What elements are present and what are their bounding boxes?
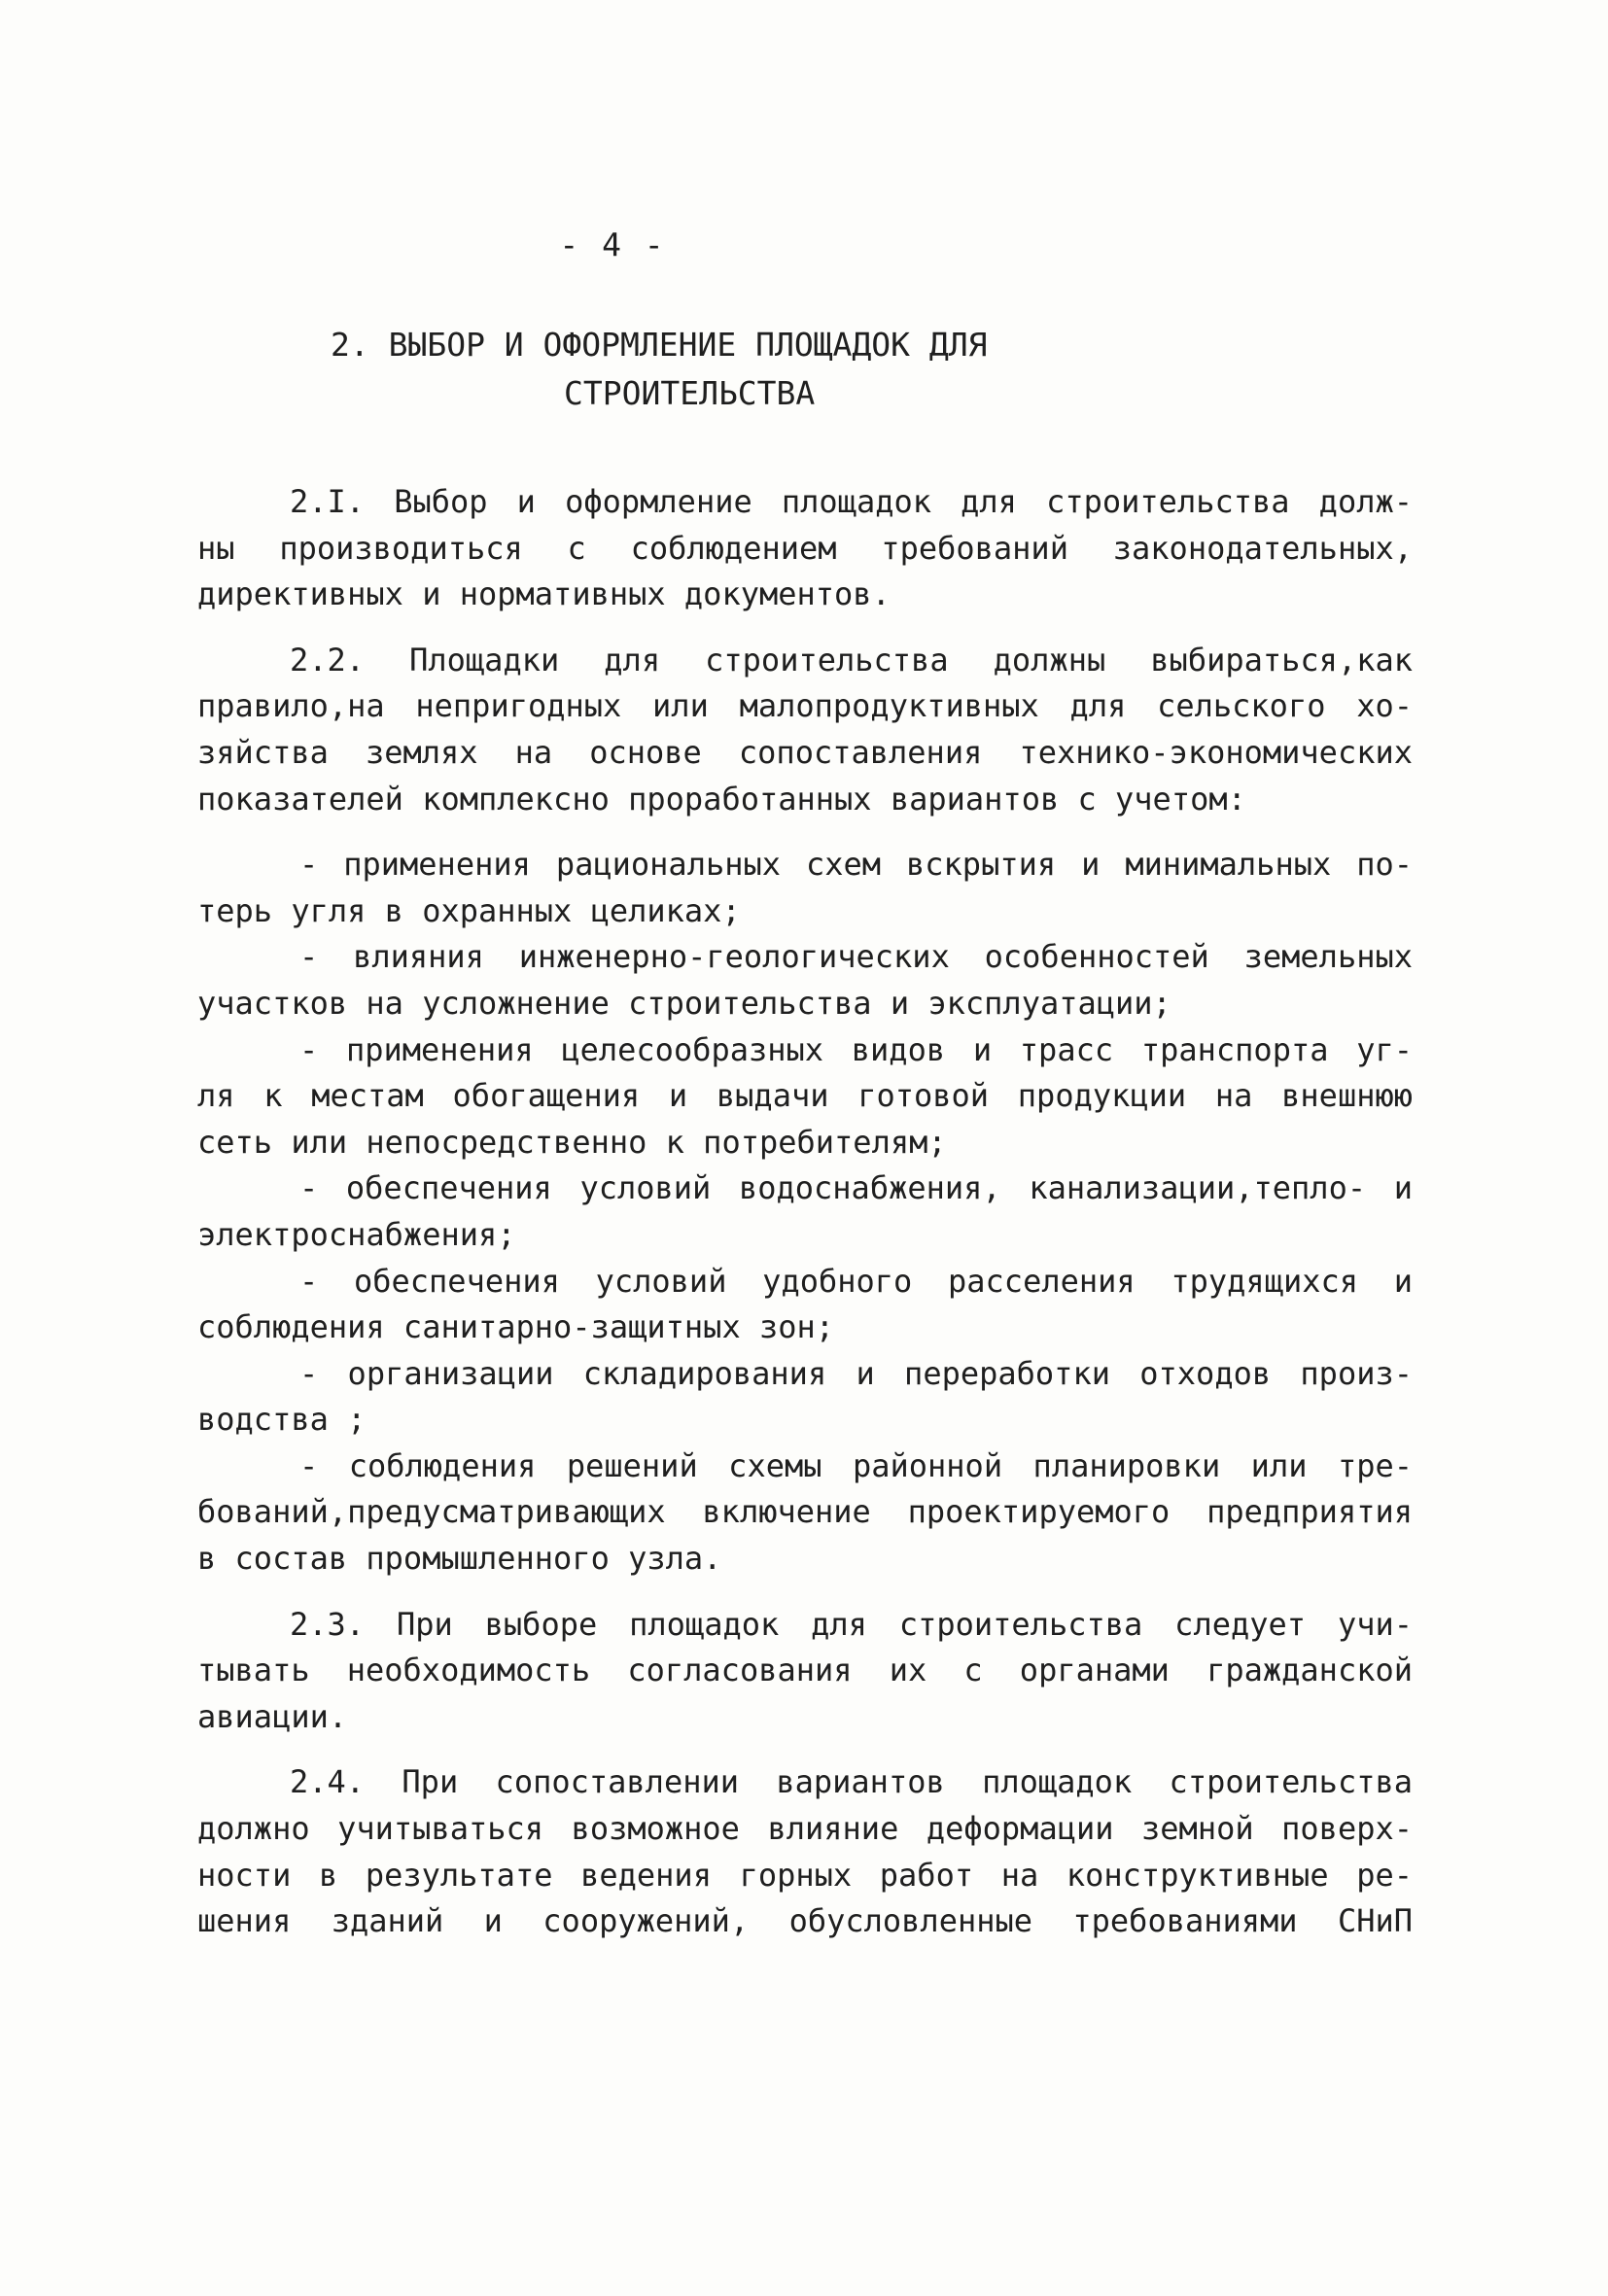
section-title-line-2: СТРОИТЕЛЬСТВА (564, 374, 816, 412)
paragraph-2-1 (197, 479, 1413, 618)
paragraph-line: должно учитываться возможное влияние деформации земной поверх- (197, 1810, 1413, 1848)
paragraph-line: - обеспечения условий удобного расселения трудящихся и (299, 1262, 1413, 1300)
paragraph-line: правило,на непригодных или малопродуктивных для сельского хо- (197, 687, 1413, 725)
paragraph-line: показателей комплексно проработанных вариантов с учетом: (197, 780, 1246, 818)
paragraph-line: ны производиться с соблюдением требований законодательных, (197, 529, 1413, 567)
paragraph-line: шения зданий и сооружений, обусловленные требованиями СНиП (197, 1902, 1413, 1940)
paragraph-line: - применения рациональных схем вскрытия и минимальных по- (299, 846, 1413, 884)
section-title (331, 321, 1069, 418)
paragraph-2-3 (197, 1602, 1413, 1741)
paragraph-2-4 (197, 1759, 1413, 1944)
paragraph-line: авиации. (197, 1697, 348, 1735)
list-item (197, 842, 1413, 934)
section-title-line-1: 2. ВЫБОР И ОФОРМЛЕНИЕ ПЛОЩАДОК ДЛЯ (331, 326, 988, 364)
paragraph-line: сеть или непосредственно к потребителям; (197, 1123, 947, 1161)
paragraph-line: тывать необходимость согласования их с органами гражданской (197, 1652, 1413, 1689)
paragraph-line: директивных и нормативных документов. (197, 575, 891, 613)
paragraph-line: 2.3. При выборе площадок для строительства следует учи- (290, 1605, 1413, 1643)
paragraph-line: электроснабжения; (197, 1215, 516, 1253)
paragraph-line: бований,предусматривающих включение проектируемого предприятия (197, 1493, 1413, 1531)
paragraph-line: - соблюдения решений схемы районной планировки или тре- (299, 1446, 1413, 1484)
paragraph-2-2 (197, 638, 1413, 822)
paragraph-line: водства ; (197, 1401, 367, 1439)
paragraph-line: ля к местам обогащения и выдачи готовой продукции на внешнюю (197, 1077, 1413, 1115)
list-item (197, 1444, 1413, 1583)
paragraph-line: зяйства землях на основе сопоставления технико-экономических (197, 733, 1413, 771)
paragraph-line: - применения целесообразных видов и трасс транспорта уг- (299, 1030, 1413, 1068)
paragraph-line: 2.2. Площадки для строительства должны выбираться,как (290, 641, 1413, 678)
paragraph-line: - влияния инженерно-геологических особенностей земельных (299, 938, 1413, 976)
document-body (197, 479, 1413, 1965)
list-item (197, 1351, 1413, 1444)
paragraph-line: ности в результате ведения горных работ на конструктивные ре- (197, 1856, 1413, 1894)
list-item (197, 1259, 1413, 1351)
page-number: - 4 - (559, 226, 666, 263)
paragraph-line: терь угля в охранных целиках; (197, 891, 741, 929)
list-item (197, 1027, 1413, 1166)
paragraph-line: в состав промышленного узла. (197, 1540, 722, 1578)
paragraph-line: соблюдения санитарно-защитных зон; (197, 1308, 835, 1346)
paragraph-line: 2.4. При сопоставлении вариантов площадок строительства (290, 1763, 1413, 1801)
paragraph-line: - обеспечения условий водоснабжения, канализации,тепло- и (299, 1169, 1413, 1207)
paragraph-line: участков на усложнение строительства и эксплуатации; (197, 984, 1171, 1022)
paragraph-line: - организации складирования и переработки отходов произ- (299, 1354, 1413, 1392)
list-item (197, 1165, 1413, 1258)
paragraph-line: 2.I. Выбор и оформление площадок для строительства долж- (290, 483, 1413, 520)
list-item (197, 934, 1413, 1026)
